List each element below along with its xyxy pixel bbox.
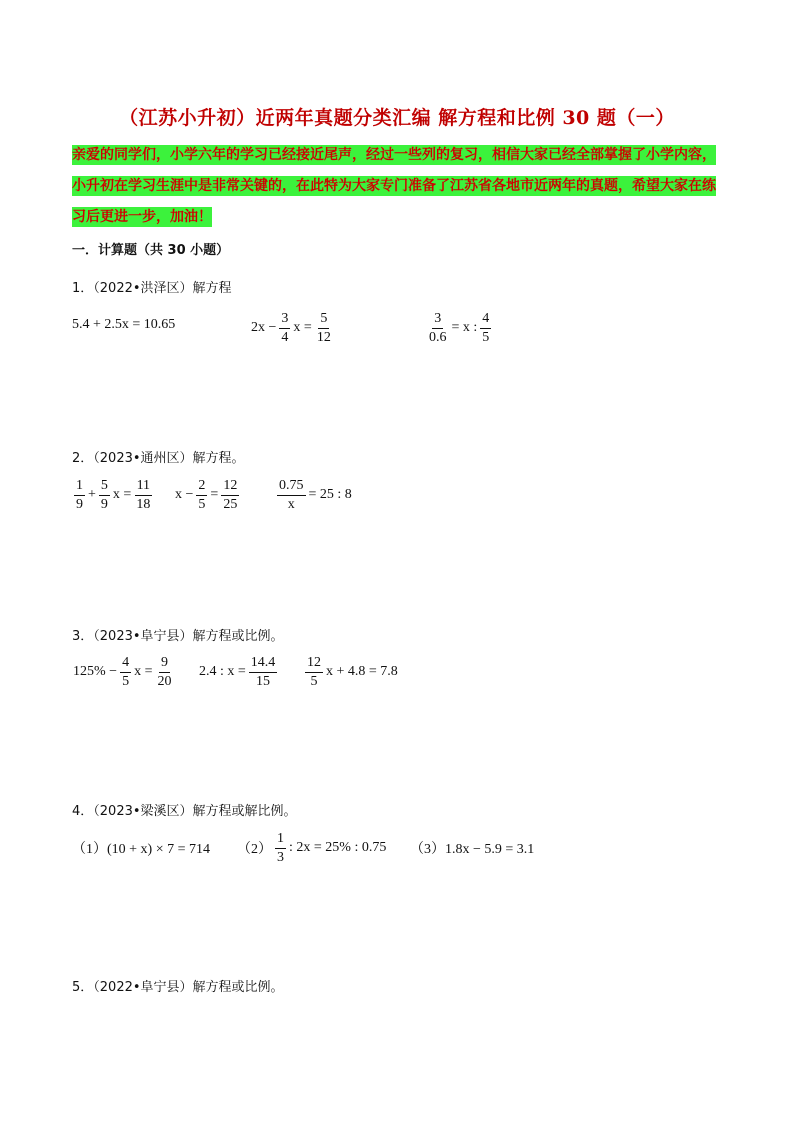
- q2-eq2-fraction-2: $\frac{12}{25}$: [223, 477, 238, 512]
- q2-eq3-part-b: = 25 : 8: [308, 487, 352, 502]
- page-title: （江苏小升初）近两年真题分类汇编 解方程和比例 30 题（一）: [119, 107, 675, 129]
- q1-eq3-fraction-2: $\frac{4}{5}$: [482, 310, 490, 345]
- section-heading: 一．计算题（共 30 小题）: [72, 243, 230, 258]
- q2-eq2-fraction-1: $\frac{2}{5}$: [198, 477, 206, 512]
- q1-equation-1: 5.4 + 2.5x = 10.65: [72, 317, 176, 332]
- q1-eq3-part-b: = x :: [451, 320, 478, 335]
- q2-eq1-fraction-2: $\frac{5}{9}$: [100, 477, 108, 512]
- q2-equation-3: [275, 473, 353, 517]
- q4-eq2-fraction-1: $\frac{1}{3}$: [277, 830, 284, 865]
- q2-eq3-fraction-1: $\frac{0.75}{x}$: [279, 477, 304, 512]
- question-5-head: 5．（2022•阜宁县）解方程或比例。: [72, 980, 284, 995]
- q3-eq3-part-b: x + 4.8 = 7.8: [326, 664, 398, 679]
- q1-eq2-fraction-1: $\frac{3}{4}$: [281, 310, 289, 345]
- q2-eq1-fraction-1: $\frac{1}{9}$: [76, 477, 83, 512]
- q1-eq2-part-a: 2x −: [251, 320, 277, 335]
- question-1-head: 1．（2022•洪泽区）解方程: [72, 281, 232, 296]
- q2-equation-1: [72, 473, 154, 517]
- intro-paragraph: [72, 140, 724, 233]
- q3-eq1-fraction-1: $\frac{4}{5}$: [122, 654, 130, 689]
- q4-eq2-part-b: : 2x = 25% : 0.75: [289, 840, 387, 855]
- q2-eq2-part-b: =: [210, 487, 219, 502]
- question-2-head: 2．（2023•通州区）解方程。: [72, 451, 245, 466]
- q3-eq1-part-b: x =: [134, 664, 153, 679]
- q1-equation-3: [425, 306, 493, 350]
- q1-eq2-fraction-2: $\frac{5}{12}$: [316, 310, 331, 345]
- q2-eq1-operator: +: [88, 487, 96, 502]
- q3-eq2-part-a: 2.4 : x =: [199, 664, 246, 679]
- q3-eq3-fraction-1: $\frac{12}{5}$: [307, 654, 321, 689]
- q1-eq2-part-b: x =: [293, 320, 312, 335]
- q4-equation-3: （3）1.8x − 5.9 = 3.1: [410, 842, 535, 857]
- q3-equation-2: [198, 650, 279, 694]
- q1-equation-2: [250, 306, 335, 350]
- q3-eq2-fraction-1: $\frac{14.4}{15}$: [250, 654, 276, 689]
- q2-eq1-fraction-3: $\frac{11}{18}$: [136, 477, 151, 512]
- q3-equation-3: [303, 650, 399, 694]
- q4-equation-2: [236, 826, 387, 870]
- q3-eq1-part-a: 125% −: [73, 664, 118, 679]
- q2-eq1-part-b: x =: [112, 487, 132, 502]
- q3-equation-1: [72, 650, 175, 694]
- q4-equation-1: （1）(10 + x) × 7 = 714: [72, 842, 211, 857]
- q2-equation-2: [174, 473, 241, 517]
- q4-eq2-part-a: （2）: [237, 842, 272, 857]
- question-3-head: 3．（2023•阜宁县）解方程或比例。: [72, 629, 284, 644]
- intro-text: 亲爱的同学们，小学六年的学习已经接近尾声，经过一些列的复习，相信大家已经全部掌握了小学内容，小升初在学习生涯中是非常关键的，在此特为大家专门准备了江苏省各地市近两年的真题，希望大家在练习后更进一步，加油！: [72, 147, 716, 225]
- q2-eq2-part-a: x −: [175, 487, 194, 502]
- question-4-head: 4．（2023•梁溪区）解方程或解比例。: [72, 804, 297, 819]
- q1-eq3-fraction-1: $\frac{3}{0.6}$: [429, 310, 447, 345]
- q3-eq1-fraction-2: $\frac{9}{20}$: [157, 654, 172, 689]
